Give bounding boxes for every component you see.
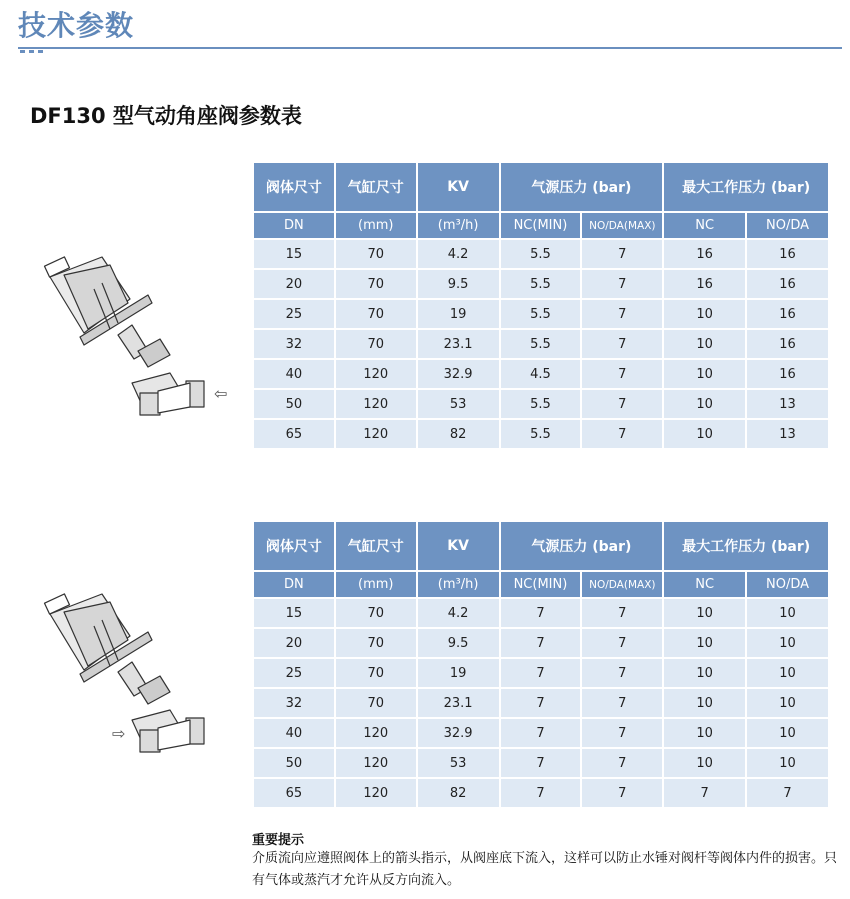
table-subheader-row <box>254 572 828 599</box>
cell-dn: 40 <box>254 360 334 390</box>
cell-cylinder: 70 <box>336 330 416 360</box>
table-row <box>254 390 828 420</box>
cell-dn: 25 <box>254 659 334 689</box>
sub-m3h: (m³/h) <box>418 213 499 240</box>
col-valve-size: 阀体尺寸 <box>254 163 334 213</box>
cell-no-da-max: 7 <box>582 240 662 270</box>
cell-dn: 20 <box>254 270 334 300</box>
cell-dn: 25 <box>254 300 334 330</box>
cell-no-da-max: 7 <box>582 270 662 300</box>
cell-dn: 32 <box>254 330 334 360</box>
sub-nc-min: NC(MIN) <box>501 213 581 240</box>
sub-m3h: (m³/h) <box>418 572 499 599</box>
cell-no-da: 7 <box>747 779 828 809</box>
sub-mm: (mm) <box>336 213 416 240</box>
sub-no-da-max: NO/DA(MAX) <box>582 213 662 240</box>
cell-dn: 50 <box>254 749 334 779</box>
flow-direction-arrow-right: ⇨ <box>112 724 126 743</box>
parameter-table-1 <box>252 163 830 450</box>
cell-dn: 15 <box>254 599 334 629</box>
cell-nc-min: 7 <box>501 719 581 749</box>
cell-no-da: 16 <box>747 330 828 360</box>
table-row <box>254 599 828 629</box>
notice-title: 重要提示 <box>252 833 305 848</box>
table-row <box>254 629 828 659</box>
cell-nc: 10 <box>664 629 745 659</box>
table-row <box>254 420 828 450</box>
table-row <box>254 779 828 809</box>
cell-kv: 19 <box>418 659 499 689</box>
cell-nc-min: 7 <box>501 749 581 779</box>
sub-dn: DN <box>254 572 334 599</box>
cell-no-da-max: 7 <box>582 330 662 360</box>
cell-cylinder: 120 <box>336 749 416 779</box>
cell-cylinder: 70 <box>336 300 416 330</box>
cell-nc-min: 5.5 <box>501 330 581 360</box>
cell-no-da: 13 <box>747 390 828 420</box>
cell-kv: 19 <box>418 300 499 330</box>
table-subheader-row <box>254 213 828 240</box>
cell-no-da-max: 7 <box>582 360 662 390</box>
cell-kv: 4.2 <box>418 240 499 270</box>
sub-no-da-max: NO/DA(MAX) <box>582 572 662 599</box>
cell-nc: 10 <box>664 420 745 450</box>
cell-no-da-max: 7 <box>582 659 662 689</box>
col-cylinder-size: 气缸尺寸 <box>336 522 416 572</box>
cell-dn: 20 <box>254 629 334 659</box>
table-row <box>254 749 828 779</box>
cell-no-da: 10 <box>747 659 828 689</box>
cell-dn: 65 <box>254 779 334 809</box>
cell-kv: 9.5 <box>418 629 499 659</box>
cell-cylinder: 120 <box>336 420 416 450</box>
table-row <box>254 330 828 360</box>
cell-kv: 32.9 <box>418 719 499 749</box>
cell-nc: 10 <box>664 719 745 749</box>
cell-nc: 10 <box>664 599 745 629</box>
cell-nc: 10 <box>664 330 745 360</box>
col-max-working-pressure: 最大工作压力 (bar) <box>664 522 828 572</box>
cell-nc-min: 5.5 <box>501 270 581 300</box>
cell-cylinder: 70 <box>336 629 416 659</box>
col-air-pressure: 气源压力 (bar) <box>501 163 663 213</box>
cell-nc: 10 <box>664 390 745 420</box>
cell-no-da-max: 7 <box>582 390 662 420</box>
cell-nc: 16 <box>664 270 745 300</box>
cell-dn: 32 <box>254 689 334 719</box>
cell-cylinder: 120 <box>336 719 416 749</box>
sub-nc: NC <box>664 572 745 599</box>
parameter-table-2 <box>252 522 830 809</box>
cell-no-da: 16 <box>747 300 828 330</box>
cell-nc-min: 5.5 <box>501 390 581 420</box>
cell-cylinder: 70 <box>336 659 416 689</box>
cell-no-da-max: 7 <box>582 300 662 330</box>
sub-no-da: NO/DA <box>747 572 828 599</box>
sub-nc: NC <box>664 213 745 240</box>
table-row <box>254 659 828 689</box>
cell-no-da-max: 7 <box>582 719 662 749</box>
flow-direction-arrow-left: ⇦ <box>214 384 228 403</box>
sub-dn: DN <box>254 213 334 240</box>
cell-nc: 16 <box>664 240 745 270</box>
col-kv: KV <box>418 522 499 572</box>
cell-no-da-max: 7 <box>582 599 662 629</box>
section-divider-dots <box>20 50 43 53</box>
col-kv: KV <box>418 163 499 213</box>
cell-no-da: 10 <box>747 629 828 659</box>
cell-kv: 23.1 <box>418 330 499 360</box>
cell-dn: 65 <box>254 420 334 450</box>
table-row <box>254 300 828 330</box>
cell-no-da: 16 <box>747 360 828 390</box>
document-title: DF130 型气动角座阀参数表 <box>30 104 302 128</box>
cell-kv: 9.5 <box>418 270 499 300</box>
cell-dn: 40 <box>254 719 334 749</box>
notice-body: 介质流向应遵照阀体上的箭头指示，从阀座底下流入，这样可以防止水锤对阀杆等阀体内件的损害。只有气体或蒸汽才允许从反方向流入。 <box>252 851 838 888</box>
cell-kv: 82 <box>418 420 499 450</box>
angle-seat-valve-icon <box>40 255 210 425</box>
cell-nc-min: 5.5 <box>501 420 581 450</box>
cell-no-da-max: 7 <box>582 749 662 779</box>
table-header-row <box>254 522 828 572</box>
table-row <box>254 689 828 719</box>
cell-no-da: 16 <box>747 240 828 270</box>
cell-nc: 10 <box>664 300 745 330</box>
col-cylinder-size: 气缸尺寸 <box>336 163 416 213</box>
section-divider <box>18 47 842 49</box>
cell-cylinder: 70 <box>336 270 416 300</box>
col-valve-size: 阀体尺寸 <box>254 522 334 572</box>
sub-mm: (mm) <box>336 572 416 599</box>
table-row <box>254 719 828 749</box>
cell-no-da: 13 <box>747 420 828 450</box>
cell-kv: 4.2 <box>418 599 499 629</box>
cell-nc-min: 5.5 <box>501 300 581 330</box>
cell-nc: 10 <box>664 360 745 390</box>
cell-kv: 53 <box>418 390 499 420</box>
cell-no-da: 10 <box>747 599 828 629</box>
cell-nc: 7 <box>664 779 745 809</box>
cell-dn: 50 <box>254 390 334 420</box>
cell-nc-min: 7 <box>501 599 581 629</box>
cell-no-da-max: 7 <box>582 689 662 719</box>
cell-kv: 23.1 <box>418 689 499 719</box>
cell-no-da: 10 <box>747 719 828 749</box>
cell-nc-min: 5.5 <box>501 240 581 270</box>
cell-nc-min: 7 <box>501 659 581 689</box>
sub-no-da: NO/DA <box>747 213 828 240</box>
cell-nc-min: 7 <box>501 779 581 809</box>
cell-nc: 10 <box>664 689 745 719</box>
cell-nc: 10 <box>664 749 745 779</box>
cell-no-da: 10 <box>747 689 828 719</box>
cell-no-da-max: 7 <box>582 779 662 809</box>
table-row <box>254 360 828 390</box>
table-row <box>254 270 828 300</box>
cell-nc-min: 7 <box>501 689 581 719</box>
cell-kv: 82 <box>418 779 499 809</box>
cell-no-da-max: 7 <box>582 629 662 659</box>
cell-nc: 10 <box>664 659 745 689</box>
cell-kv: 53 <box>418 749 499 779</box>
table-row <box>254 240 828 270</box>
section-title: 技术参数 <box>18 9 135 42</box>
cell-kv: 32.9 <box>418 360 499 390</box>
cell-cylinder: 70 <box>336 240 416 270</box>
cell-nc-min: 4.5 <box>501 360 581 390</box>
cell-cylinder: 120 <box>336 779 416 809</box>
cell-cylinder: 120 <box>336 360 416 390</box>
cell-no-da: 10 <box>747 749 828 779</box>
table-header-row <box>254 163 828 213</box>
cell-cylinder: 120 <box>336 390 416 420</box>
cell-no-da-max: 7 <box>582 420 662 450</box>
cell-dn: 15 <box>254 240 334 270</box>
cell-no-da: 16 <box>747 270 828 300</box>
cell-nc-min: 7 <box>501 629 581 659</box>
cell-cylinder: 70 <box>336 599 416 629</box>
sub-nc-min: NC(MIN) <box>501 572 581 599</box>
col-air-pressure: 气源压力 (bar) <box>501 522 663 572</box>
cell-cylinder: 70 <box>336 689 416 719</box>
col-max-working-pressure: 最大工作压力 (bar) <box>664 163 828 213</box>
